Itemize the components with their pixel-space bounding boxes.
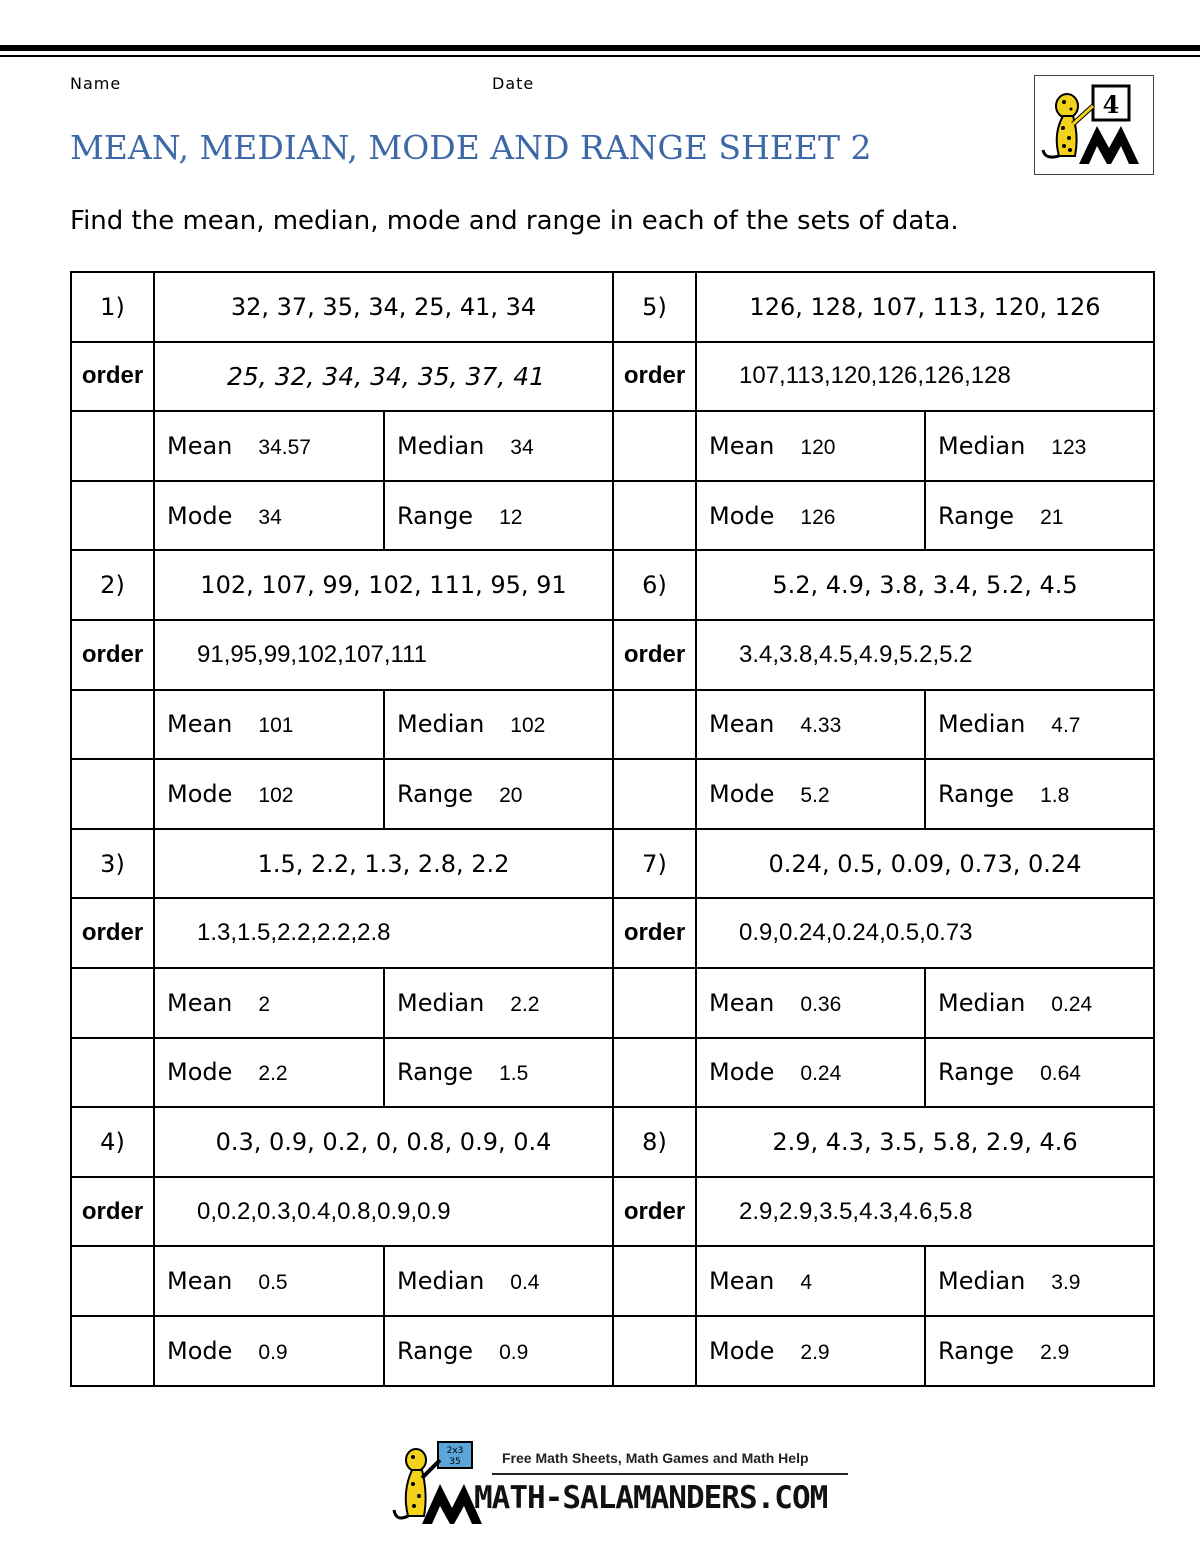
median-cell-value: 3.9 [1051, 1271, 1081, 1295]
top-rule-thick [0, 45, 1200, 51]
data-set: 1.5, 2.2, 1.3, 2.8, 2.2 [154, 829, 613, 899]
blank-cell [71, 481, 154, 551]
table-row [71, 1177, 1154, 1247]
mean-cell-label: Mean [167, 1267, 233, 1296]
median-cell [384, 411, 613, 481]
table-row [71, 690, 1154, 760]
range-cell-label: Range [397, 779, 474, 808]
mode-cell-value: 0.24 [800, 1062, 842, 1086]
data-set: 5.2, 4.9, 3.8, 3.4, 5.2, 4.5 [696, 550, 1154, 620]
mean-cell-value: 101 [258, 714, 294, 738]
blank-cell [71, 1038, 154, 1108]
mean-cell-value: 0.5 [258, 1271, 288, 1295]
mean-cell-label: Mean [709, 1267, 775, 1296]
mode-cell-label: Mode [709, 779, 775, 808]
median-cell [925, 690, 1154, 760]
median-cell-label: Median [397, 988, 485, 1017]
blank-cell [71, 759, 154, 829]
mean-cell-value: 4.33 [800, 714, 842, 738]
median-cell-label: Median [938, 710, 1026, 739]
mode-cell-value: 0.9 [258, 1340, 288, 1364]
median-cell-value: 34 [510, 435, 534, 459]
svg-text:35: 35 [449, 1457, 461, 1467]
mean-cell [154, 968, 384, 1038]
blank-cell [71, 690, 154, 760]
instructions: Find the mean, median, mode and range in each of the sets of data. [70, 206, 959, 236]
table-row [71, 968, 1154, 1038]
blank-cell [613, 759, 696, 829]
median-cell-value: 123 [1051, 435, 1087, 459]
order-label: order [613, 620, 696, 690]
salamander-logo-icon [1035, 76, 1153, 174]
median-cell-value: 102 [510, 714, 546, 738]
range-cell-value: 0.9 [499, 1340, 529, 1364]
mode-cell-value: 2.2 [258, 1062, 288, 1086]
footer-site-name: MATH-SALAMANDERS.COM [474, 1480, 828, 1516]
range-cell-label: Range [397, 501, 474, 530]
median-cell-label: Median [938, 1267, 1026, 1296]
problem-number: 7) [613, 829, 696, 899]
blank-cell [613, 690, 696, 760]
mean-cell-label: Mean [167, 988, 233, 1017]
mode-cell-label: Mode [167, 1336, 233, 1365]
blank-cell [613, 1316, 696, 1386]
svg-text:2x3: 2x3 [446, 1446, 464, 1456]
mean-cell-value: 34.57 [258, 435, 311, 459]
table-row [71, 759, 1154, 829]
median-cell [925, 411, 1154, 481]
ordered-set: 0.9,0.24,0.24,0.5,0.73 [696, 898, 1154, 968]
mean-cell-label: Mean [709, 988, 775, 1017]
date-label: Date [492, 74, 535, 93]
table-row [71, 272, 1154, 342]
range-cell-value: 1.5 [499, 1062, 529, 1086]
name-label: Name [70, 74, 122, 93]
mode-cell-value: 5.2 [800, 783, 830, 807]
problem-number: 4) [71, 1107, 154, 1177]
mode-cell-value: 34 [258, 505, 282, 529]
mode-cell [154, 1316, 384, 1386]
mean-cell [696, 411, 925, 481]
problems-table [70, 271, 1155, 1387]
median-cell-label: Median [938, 988, 1026, 1017]
table-row [71, 898, 1154, 968]
range-cell [925, 759, 1154, 829]
mode-cell [696, 759, 925, 829]
data-set: 2.9, 4.3, 3.5, 5.8, 2.9, 4.6 [696, 1107, 1154, 1177]
mean-cell-value: 4 [800, 1271, 813, 1295]
median-cell-label: Median [397, 431, 485, 460]
mean-cell-label: Mean [167, 710, 233, 739]
mode-cell-value: 2.9 [800, 1340, 830, 1364]
range-cell-label: Range [938, 1336, 1015, 1365]
range-cell-value: 21 [1040, 505, 1064, 529]
ordered-set: 25, 32, 34, 34, 35, 37, 41 [154, 342, 613, 412]
range-cell [925, 481, 1154, 551]
problem-number: 2) [71, 550, 154, 620]
blank-cell [71, 1246, 154, 1316]
range-cell-value: 1.8 [1040, 783, 1070, 807]
mode-cell-label: Mode [167, 779, 233, 808]
range-cell-value: 2.9 [1040, 1340, 1070, 1364]
table-row [71, 620, 1154, 690]
table-row [71, 1316, 1154, 1386]
table-row [71, 342, 1154, 412]
table-row [71, 550, 1154, 620]
median-cell [384, 690, 613, 760]
median-cell-label: Median [397, 710, 485, 739]
order-label: order [613, 898, 696, 968]
mean-cell-label: Mean [709, 431, 775, 460]
mode-cell-label: Mode [167, 1058, 233, 1087]
blank-cell [613, 1038, 696, 1108]
data-set: 32, 37, 35, 34, 25, 41, 34 [154, 272, 613, 342]
blank-cell [71, 968, 154, 1038]
mean-cell-label: Mean [167, 431, 233, 460]
median-cell [925, 1246, 1154, 1316]
blank-cell [71, 1316, 154, 1386]
table-row [71, 481, 1154, 551]
mode-cell-label: Mode [709, 1058, 775, 1087]
logo [1034, 75, 1154, 175]
range-cell [384, 481, 613, 551]
median-cell [384, 968, 613, 1038]
mean-cell-value: 120 [800, 435, 836, 459]
blank-cell [613, 968, 696, 1038]
range-cell-value: 12 [499, 505, 523, 529]
ordered-set: 107,113,120,126,126,128 [696, 342, 1154, 412]
range-cell [925, 1316, 1154, 1386]
mode-cell-label: Mode [709, 1336, 775, 1365]
range-cell [384, 1316, 613, 1386]
mean-cell-label: Mean [709, 710, 775, 739]
mode-cell-label: Mode [709, 501, 775, 530]
order-label: order [71, 898, 154, 968]
median-cell [925, 968, 1154, 1038]
data-set: 102, 107, 99, 102, 111, 95, 91 [154, 550, 613, 620]
median-cell-value: 2.2 [510, 992, 540, 1016]
footer-logo [392, 1440, 862, 1530]
table-row [71, 1038, 1154, 1108]
range-cell [384, 1038, 613, 1108]
footer-tagline: Free Math Sheets, Math Games and Math Help [502, 1450, 809, 1466]
mean-cell-value: 2 [258, 992, 271, 1016]
mean-cell [696, 690, 925, 760]
ordered-set: 0,0.2,0.3,0.4,0.8,0.9,0.9 [154, 1177, 613, 1247]
mode-cell [696, 481, 925, 551]
median-cell-value: 0.4 [510, 1271, 540, 1295]
table-row [71, 829, 1154, 899]
table-row [71, 411, 1154, 481]
order-label: order [71, 342, 154, 412]
order-label: order [613, 342, 696, 412]
range-cell [925, 1038, 1154, 1108]
table-row [71, 1246, 1154, 1316]
mode-cell-value: 126 [800, 505, 836, 529]
mean-cell [154, 411, 384, 481]
mean-cell [696, 1246, 925, 1316]
order-label: order [71, 620, 154, 690]
ordered-set: 91,95,99,102,107,111 [154, 620, 613, 690]
salamander-footer-icon [392, 1440, 484, 1530]
median-cell-label: Median [397, 1267, 485, 1296]
order-label: order [613, 1177, 696, 1247]
top-rule-thin [0, 55, 1200, 57]
mean-cell-value: 0.36 [800, 992, 842, 1016]
mode-cell [696, 1316, 925, 1386]
ordered-set: 3.4,3.8,4.5,4.9,5.2,5.2 [696, 620, 1154, 690]
range-cell-label: Range [938, 779, 1015, 808]
data-set: 0.24, 0.5, 0.09, 0.73, 0.24 [696, 829, 1154, 899]
footer-rule [492, 1473, 848, 1475]
blank-cell [71, 411, 154, 481]
range-cell-value: 20 [499, 783, 523, 807]
mean-cell [154, 1246, 384, 1316]
range-cell-value: 0.64 [1040, 1062, 1081, 1086]
mean-cell [696, 968, 925, 1038]
data-set: 0.3, 0.9, 0.2, 0, 0.8, 0.9, 0.4 [154, 1107, 613, 1177]
table-row [71, 1107, 1154, 1177]
mean-cell [154, 690, 384, 760]
problem-number: 3) [71, 829, 154, 899]
logo-number: 4 [1102, 90, 1120, 119]
order-label: order [71, 1177, 154, 1247]
median-cell-value: 0.24 [1051, 992, 1093, 1016]
mode-cell-label: Mode [167, 501, 233, 530]
median-cell-value: 4.7 [1051, 714, 1081, 738]
problem-number: 8) [613, 1107, 696, 1177]
range-cell [384, 759, 613, 829]
problem-number: 1) [71, 272, 154, 342]
blank-cell [613, 1246, 696, 1316]
blank-cell [613, 481, 696, 551]
ordered-set: 1.3,1.5,2.2,2.2,2.8 [154, 898, 613, 968]
problem-number: 5) [613, 272, 696, 342]
mode-cell-value: 102 [258, 783, 294, 807]
data-set: 126, 128, 107, 113, 120, 126 [696, 272, 1154, 342]
median-cell [384, 1246, 613, 1316]
page-title: MEAN, MEDIAN, MODE AND RANGE SHEET 2 [70, 128, 872, 167]
range-cell-label: Range [397, 1336, 474, 1365]
range-cell-label: Range [397, 1058, 474, 1087]
blank-cell [613, 411, 696, 481]
ordered-set: 2.9,2.9,3.5,4.3,4.6,5.8 [696, 1177, 1154, 1247]
range-cell-label: Range [938, 501, 1015, 530]
mode-cell [154, 759, 384, 829]
problem-number: 6) [613, 550, 696, 620]
mode-cell [696, 1038, 925, 1108]
range-cell-label: Range [938, 1058, 1015, 1087]
median-cell-label: Median [938, 431, 1026, 460]
mode-cell [154, 481, 384, 551]
mode-cell [154, 1038, 384, 1108]
